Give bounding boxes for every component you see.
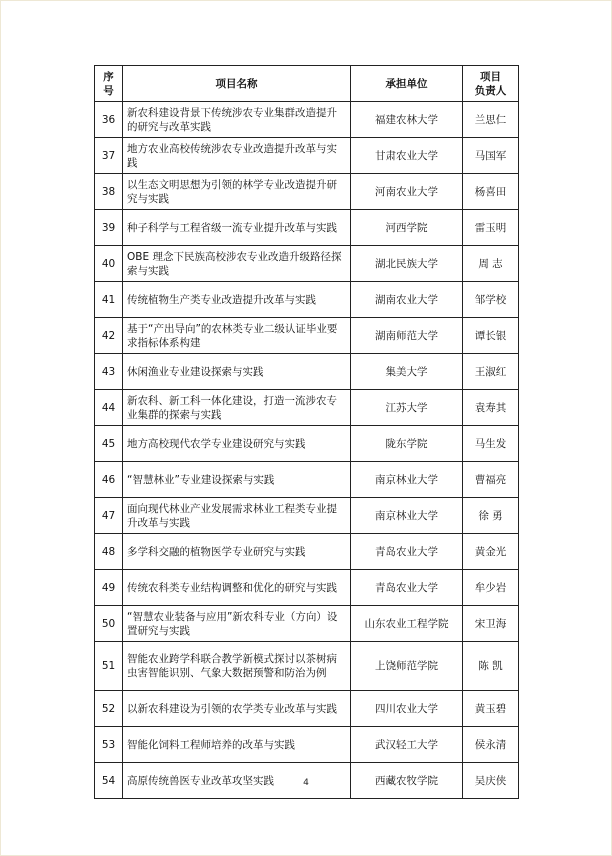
project-name: 智能化饲料工程师培养的改革与实践 xyxy=(123,727,351,763)
project-name: 地方农业高校传统涉农专业改造提升改革与实践 xyxy=(123,138,351,174)
institution: 山东农业工程学院 xyxy=(351,606,463,642)
institution: 西藏农牧学院 xyxy=(351,763,463,799)
project-name: 地方高校现代农学专业建设研究与实践 xyxy=(123,426,351,462)
project-leader: 陈 凯 xyxy=(463,642,519,691)
table-row xyxy=(95,462,519,498)
row-number: 43 xyxy=(95,354,123,390)
project-name: “智慧农业装备与应用”新农科专业（方向）设置研究与实践 xyxy=(123,606,351,642)
institution: 河西学院 xyxy=(351,210,463,246)
project-leader: 马生发 xyxy=(463,426,519,462)
table-row xyxy=(95,390,519,426)
institution: 湖南农业大学 xyxy=(351,282,463,318)
table-row xyxy=(95,246,519,282)
header-project-name: 项目名称 xyxy=(123,66,351,102)
institution: 陇东学院 xyxy=(351,426,463,462)
project-name: 面向现代林业产业发展需求林业工程类专业提升改革与实践 xyxy=(123,498,351,534)
project-leader: 侯永清 xyxy=(463,727,519,763)
project-leader: 雷玉明 xyxy=(463,210,519,246)
row-number: 50 xyxy=(95,606,123,642)
project-name: 以新农科建设为引领的农学类专业改革与实践 xyxy=(123,691,351,727)
row-number: 54 xyxy=(95,763,123,799)
project-leader: 黄玉碧 xyxy=(463,691,519,727)
project-name: 以生态文明思想为引领的林学专业改造提升研究与实践 xyxy=(123,174,351,210)
institution: 集美大学 xyxy=(351,354,463,390)
project-leader: 王淑红 xyxy=(463,354,519,390)
institution: 福建农林大学 xyxy=(351,102,463,138)
table-row xyxy=(95,570,519,606)
project-leader: 牟少岩 xyxy=(463,570,519,606)
table-row xyxy=(95,354,519,390)
project-name: 传统植物生产类专业改造提升改革与实践 xyxy=(123,282,351,318)
table-row xyxy=(95,534,519,570)
project-leader: 马国军 xyxy=(463,138,519,174)
table-row xyxy=(95,102,519,138)
institution: 甘肃农业大学 xyxy=(351,138,463,174)
project-leader: 袁寿其 xyxy=(463,390,519,426)
project-leader: 谭长银 xyxy=(463,318,519,354)
project-leader: 曹福亮 xyxy=(463,462,519,498)
table-row xyxy=(95,138,519,174)
project-leader: 兰思仁 xyxy=(463,102,519,138)
project-name: OBE 理念下民族高校涉农专业改造升级路径探索与实践 xyxy=(123,246,351,282)
project-name: 种子科学与工程省级一流专业提升改革与实践 xyxy=(123,210,351,246)
row-number: 48 xyxy=(95,534,123,570)
table-row xyxy=(95,174,519,210)
table-row xyxy=(95,691,519,727)
row-number: 40 xyxy=(95,246,123,282)
row-number: 41 xyxy=(95,282,123,318)
institution: 四川农业大学 xyxy=(351,691,463,727)
row-number: 47 xyxy=(95,498,123,534)
row-number: 45 xyxy=(95,426,123,462)
header-leader: 项目 负责人 xyxy=(463,66,519,102)
institution: 上饶师范学院 xyxy=(351,642,463,691)
row-number: 51 xyxy=(95,642,123,691)
row-number: 39 xyxy=(95,210,123,246)
institution: 南京林业大学 xyxy=(351,462,463,498)
project-name: “智慧林业”专业建设探索与实践 xyxy=(123,462,351,498)
table-row xyxy=(95,606,519,642)
table-row xyxy=(95,282,519,318)
row-number: 46 xyxy=(95,462,123,498)
project-leader: 宋卫海 xyxy=(463,606,519,642)
row-number: 49 xyxy=(95,570,123,606)
project-leader: 黄金光 xyxy=(463,534,519,570)
table-header-row xyxy=(95,66,519,102)
project-name: 高原传统兽医专业改革攻坚实践 xyxy=(123,763,351,799)
header-unit: 承担单位 xyxy=(351,66,463,102)
institution: 湖北民族大学 xyxy=(351,246,463,282)
institution: 南京林业大学 xyxy=(351,498,463,534)
table-row xyxy=(95,727,519,763)
table-row xyxy=(95,642,519,691)
institution: 青岛农业大学 xyxy=(351,570,463,606)
table-row xyxy=(95,210,519,246)
row-number: 42 xyxy=(95,318,123,354)
row-number: 53 xyxy=(95,727,123,763)
row-number: 37 xyxy=(95,138,123,174)
table-row xyxy=(95,318,519,354)
row-number: 44 xyxy=(95,390,123,426)
project-leader: 吴庆侠 xyxy=(463,763,519,799)
institution: 武汉轻工大学 xyxy=(351,727,463,763)
project-name: 智能农业跨学科联合教学新模式探讨以茶树病虫害智能识别、气象大数据预警和防治为例 xyxy=(123,642,351,691)
project-name: 休闲渔业专业建设探索与实践 xyxy=(123,354,351,390)
row-number: 52 xyxy=(95,691,123,727)
table-row xyxy=(95,498,519,534)
project-leader: 周 志 xyxy=(463,246,519,282)
project-name: 传统农科类专业结构调整和优化的研究与实践 xyxy=(123,570,351,606)
project-name: 多学科交融的植物医学专业研究与实践 xyxy=(123,534,351,570)
project-name: 新农科建设背景下传统涉农专业集群改造提升的研究与改革实践 xyxy=(123,102,351,138)
project-table xyxy=(94,65,519,799)
project-leader: 邹学校 xyxy=(463,282,519,318)
table-row xyxy=(95,426,519,462)
header-no: 序 号 xyxy=(95,66,123,102)
institution: 湖南师范大学 xyxy=(351,318,463,354)
project-leader: 徐 勇 xyxy=(463,498,519,534)
project-name: 新农科、新工科一体化建设，打造一流涉农专业集群的探索与实践 xyxy=(123,390,351,426)
project-leader: 杨喜田 xyxy=(463,174,519,210)
row-number: 38 xyxy=(95,174,123,210)
table-body xyxy=(95,102,519,799)
institution: 河南农业大学 xyxy=(351,174,463,210)
institution: 青岛农业大学 xyxy=(351,534,463,570)
institution: 江苏大学 xyxy=(351,390,463,426)
row-number: 36 xyxy=(95,102,123,138)
project-name: 基于“产出导向”的农林类专业二级认证毕业要求指标体系构建 xyxy=(123,318,351,354)
page-number: 4 xyxy=(303,778,309,788)
